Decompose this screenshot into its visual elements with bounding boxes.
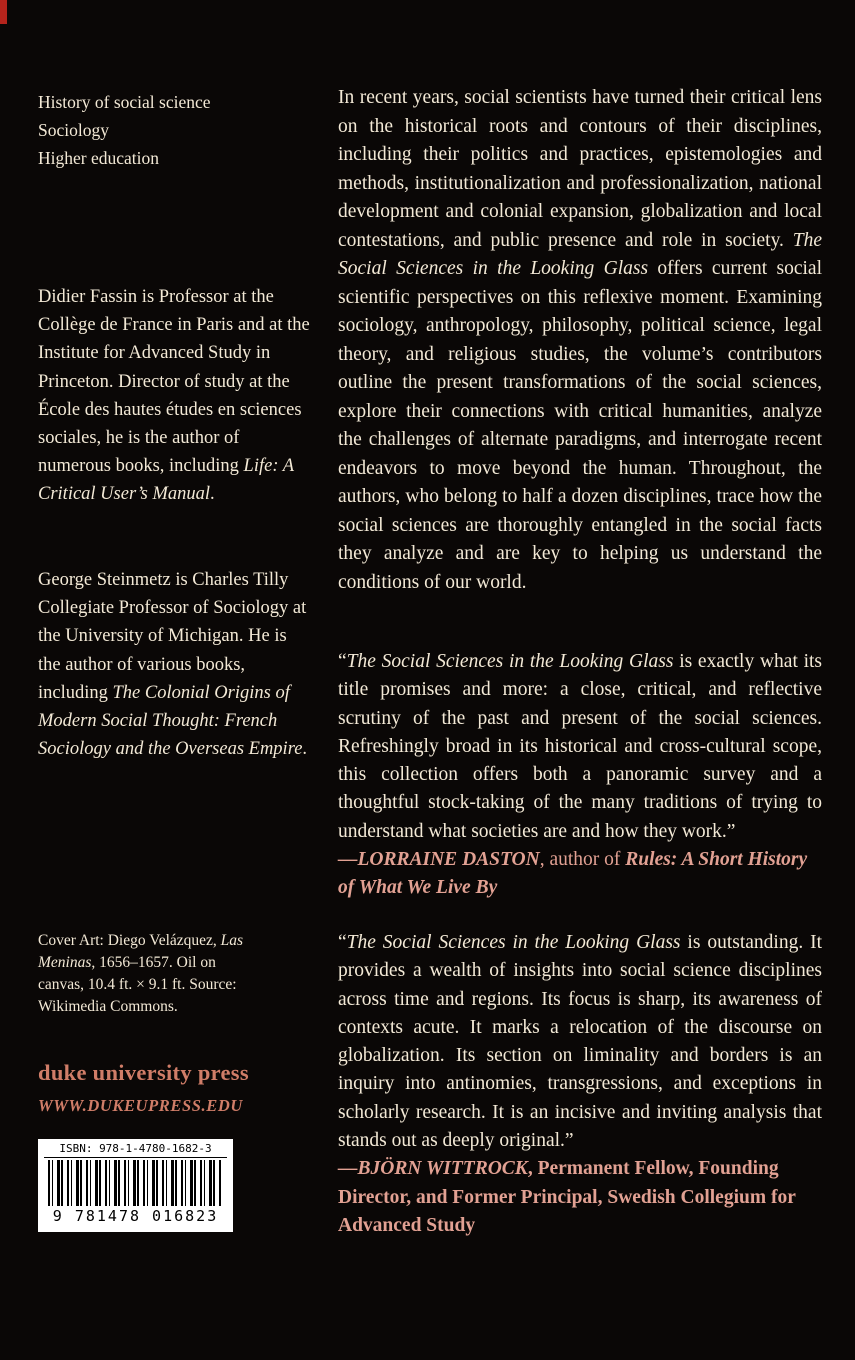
bio2-book-title: The Colonial Origins of Modern Social Thought: French Sociology and the Overseas Empire [38,682,303,760]
cover-art-details: , 1656–1657. Oil on canvas, 10.4 ft. × 9.1 ft. Source: Wikimedia Commons. [38,954,237,1015]
blurb2-quote [338,929,822,1155]
blurb1-open-quote: “ [338,651,347,672]
blurb2-book-title: The Social Sciences in the Looking Glass [346,932,681,953]
scan-artifact-mark [0,0,7,24]
description-text-continued: offers current social scientific perspectives on this reflexive moment. Examining sociology, anthropology, philosophy, political science, legal theory, and religious studies, the volume’s contributors outline the present transformations of the social sciences, explore their connections with critical humanities, analyze the challenges of alternate paradigms, and interrogate recent endeavors to move beyond the human. Throughout, the authors, who belong to half a dozen disciplines, trace how the social sciences are thoroughly entangled in the social facts they analyze and are key to helping us understand the conditions of our world. [338,258,822,593]
cover-art-text: Cover Art: Diego Velázquez, [38,932,221,949]
endorsement-blurb-wittrock [338,929,822,1240]
blurb1-quote [338,648,822,846]
bio1-text: Didier Fassin is Professor at the Collège de France in Paris and at the Institute for Advanced Study in Princeton. Director of study at the École des hautes études en sciences sociales, he is the author of numerous books, including [38,287,310,477]
bio2-period: . [302,739,308,760]
category-list [38,88,310,172]
category-item: Sociology [38,120,109,140]
cover-art-credit [38,930,246,1018]
blurb2-attrib-name: —BJÖRN WITTROCK [338,1158,528,1180]
publisher-url: WWW.DUKEUPRESS.EDU [38,1096,243,1115]
author-bio-george-steinmetz [38,566,312,763]
blurb2-attribution [338,1155,822,1240]
book-description [338,84,822,597]
blurb1-book-title: The Social Sciences in the Looking Glass [346,651,674,672]
blurb1-attrib-work-title: Rules: A Short History of What We Live By [338,849,808,899]
bio1-book-title: Life: A Critical User’s Manual [38,456,294,505]
author-bio-didier-fassin [38,283,312,509]
blurb1-quote-text: is exactly what its title promises and more: a close, critical, and reflective scrutiny of the past and present of the social sciences. Refreshingly broad in its historical and cross-cultural scope, this collection offers both a panoramic survey and a thoughtful stock-taking of the many traditions of trying to understand what societies are and how they work.” [338,651,823,842]
isbn-label: ISBN: 978-1-4780-1682-3 [44,1139,227,1158]
blurb2-attrib-titles: , Permanent Fellow, Founding Director, and Former Principal, Swedish Collegium for Advanced Study [338,1158,796,1236]
barcode-digits: 9 781478 016823 [52,1207,219,1225]
description-text: In recent years, social scientists have turned their critical lens on the historical roots and contours of their disciplines, including their politics and practices, epistemologies and methods, institutionalization and professionalization, national development and colonial expansion, globalization and local contestations, and public presence and role in society. [338,87,822,251]
publisher-wordmark: duke university press [38,1060,249,1085]
category-item: Higher education [38,148,159,168]
blurb1-attrib-mid: , author of [539,849,626,871]
category-item: History of social science [38,92,211,112]
bio1-period: . [210,484,215,505]
blurb1-attribution [338,846,822,903]
cover-art-title: Las Meninas [38,932,244,971]
description-book-title: The Social Sciences in the Looking Glass [338,229,822,279]
bio2-text: George Steinmetz is Charles Tilly Collegiate Professor of Sociology at the University of Michigan. He is the author of various books, including [38,570,307,703]
blurb2-open-quote: “ [338,932,347,953]
isbn-barcode [38,1139,233,1232]
endorsement-blurb-daston [338,648,822,903]
blurb1-attrib-name: —LORRAINE DASTON [338,849,540,871]
blurb2-quote-text: is outstanding. It provides a wealth of insights into social science disciplines across time and regions. Its focus is sharp, its awareness of contexts acute. It marks a relocation of the discourse on globalization. Its section on liminality and borders is an inquiry into antinomies, transgressions, and exceptions in scholarly research. It is an incisive and inviting analysis that stands out as deeply original.” [338,932,823,1152]
barcode-bars [48,1160,223,1206]
